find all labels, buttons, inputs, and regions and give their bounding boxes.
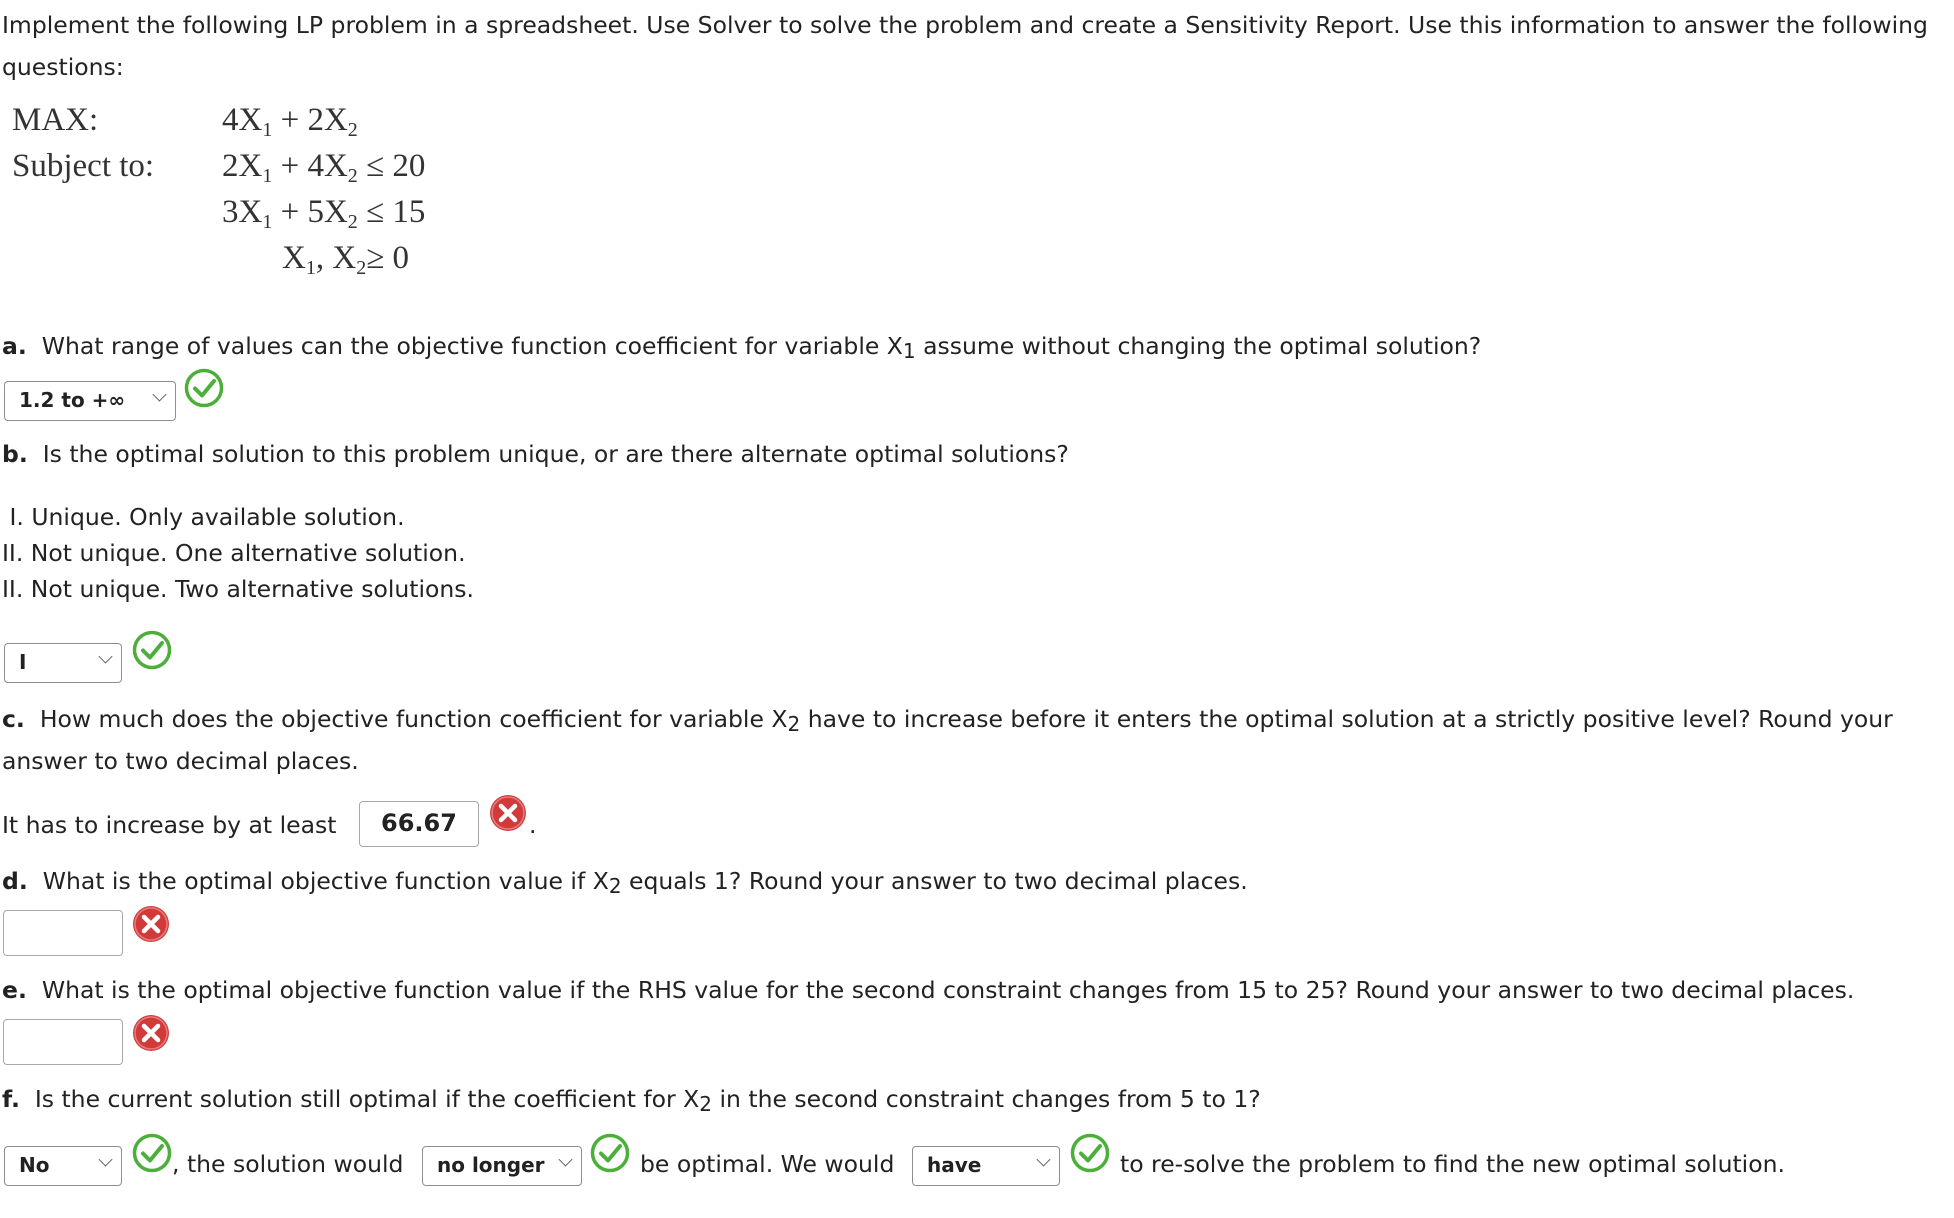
option-2: II. Not unique. One alternative solution. <box>2 539 466 567</box>
answer-b-select[interactable]: I <box>4 643 122 683</box>
subject-to-label: Subject to: <box>12 148 155 184</box>
chevron-down-icon <box>152 387 166 401</box>
constraint-1: $2X_1 + 4X_2 \le 20$ <box>222 148 426 187</box>
chevron-down-icon <box>98 1152 112 1166</box>
answer-c-input[interactable]: 66.67 <box>359 801 479 847</box>
chevron-down-icon <box>1036 1152 1050 1166</box>
correct-check-icon <box>590 1133 630 1173</box>
constraint-2: $3X_1 + 5X_2 \le 15$ <box>222 194 426 233</box>
answer-f-text-1: , the solution would <box>172 1150 404 1178</box>
question-e: e. What is the optimal objective function value if the RHS value for the second constraint changes from 15 to 25? Round your answer to two decimal places. <box>2 976 1855 1004</box>
incorrect-x-icon <box>131 904 171 944</box>
answer-f2-select[interactable]: no longer <box>422 1146 582 1186</box>
objective-function: $4X_1 + 2X_2$ <box>222 102 358 141</box>
answer-d-input[interactable] <box>3 910 123 956</box>
incorrect-x-icon <box>488 793 528 833</box>
option-3: II. Not unique. Two alternative solutions. <box>2 575 474 603</box>
answer-f-text-2: be optimal. We would <box>640 1150 895 1178</box>
instructions-text: Implement the following LP problem in a spreadsheet. Use Solver to solve the problem and create a Sensitivity Report. Use this information to answer the following questions: <box>2 11 1928 81</box>
question-a: a. What range of values can the objective function coefficient for variable X1 assume without changing the optimal solution? <box>2 332 1482 363</box>
answer-c-suffix: . <box>529 811 537 839</box>
correct-check-icon <box>1070 1133 1110 1173</box>
answer-f1-select[interactable]: No <box>4 1146 122 1186</box>
question-b: b. Is the optimal solution to this problem unique, or are there alternate optimal solutions? <box>2 440 1069 468</box>
correct-check-icon <box>184 368 224 408</box>
nonnegativity-constraint: $X_1$, $X_2\ge 0$ <box>282 240 410 279</box>
answer-a-select[interactable]: 1.2 to +∞ <box>4 381 176 421</box>
max-label: MAX: <box>12 102 99 138</box>
correct-check-icon <box>132 630 172 670</box>
answer-f-text-3: to re-solve the problem to find the new optimal solution. <box>1120 1150 1785 1178</box>
question-f: f. Is the current solution still optimal if the coefficient for X2 in the second constraint changes from 5 to 1? <box>2 1085 1261 1116</box>
answer-e-input[interactable] <box>3 1019 123 1065</box>
option-1: I. Unique. Only available solution. <box>2 503 405 531</box>
question-c: c. How much does the objective function coefficient for variable X2 have to increase before it enters the optimal solution at a strictly positive level? Round your answer to two decimal places. <box>2 705 1893 775</box>
question-d: d. What is the optimal objective function value if X2 equals 1? Round your answer to two decimal places. <box>2 867 1248 898</box>
incorrect-x-icon <box>131 1013 171 1053</box>
correct-check-icon <box>132 1133 172 1173</box>
chevron-down-icon <box>98 649 112 663</box>
answer-c-prefix: It has to increase by at least <box>2 811 337 839</box>
answer-f3-select[interactable]: have <box>912 1146 1060 1186</box>
chevron-down-icon <box>558 1152 572 1166</box>
